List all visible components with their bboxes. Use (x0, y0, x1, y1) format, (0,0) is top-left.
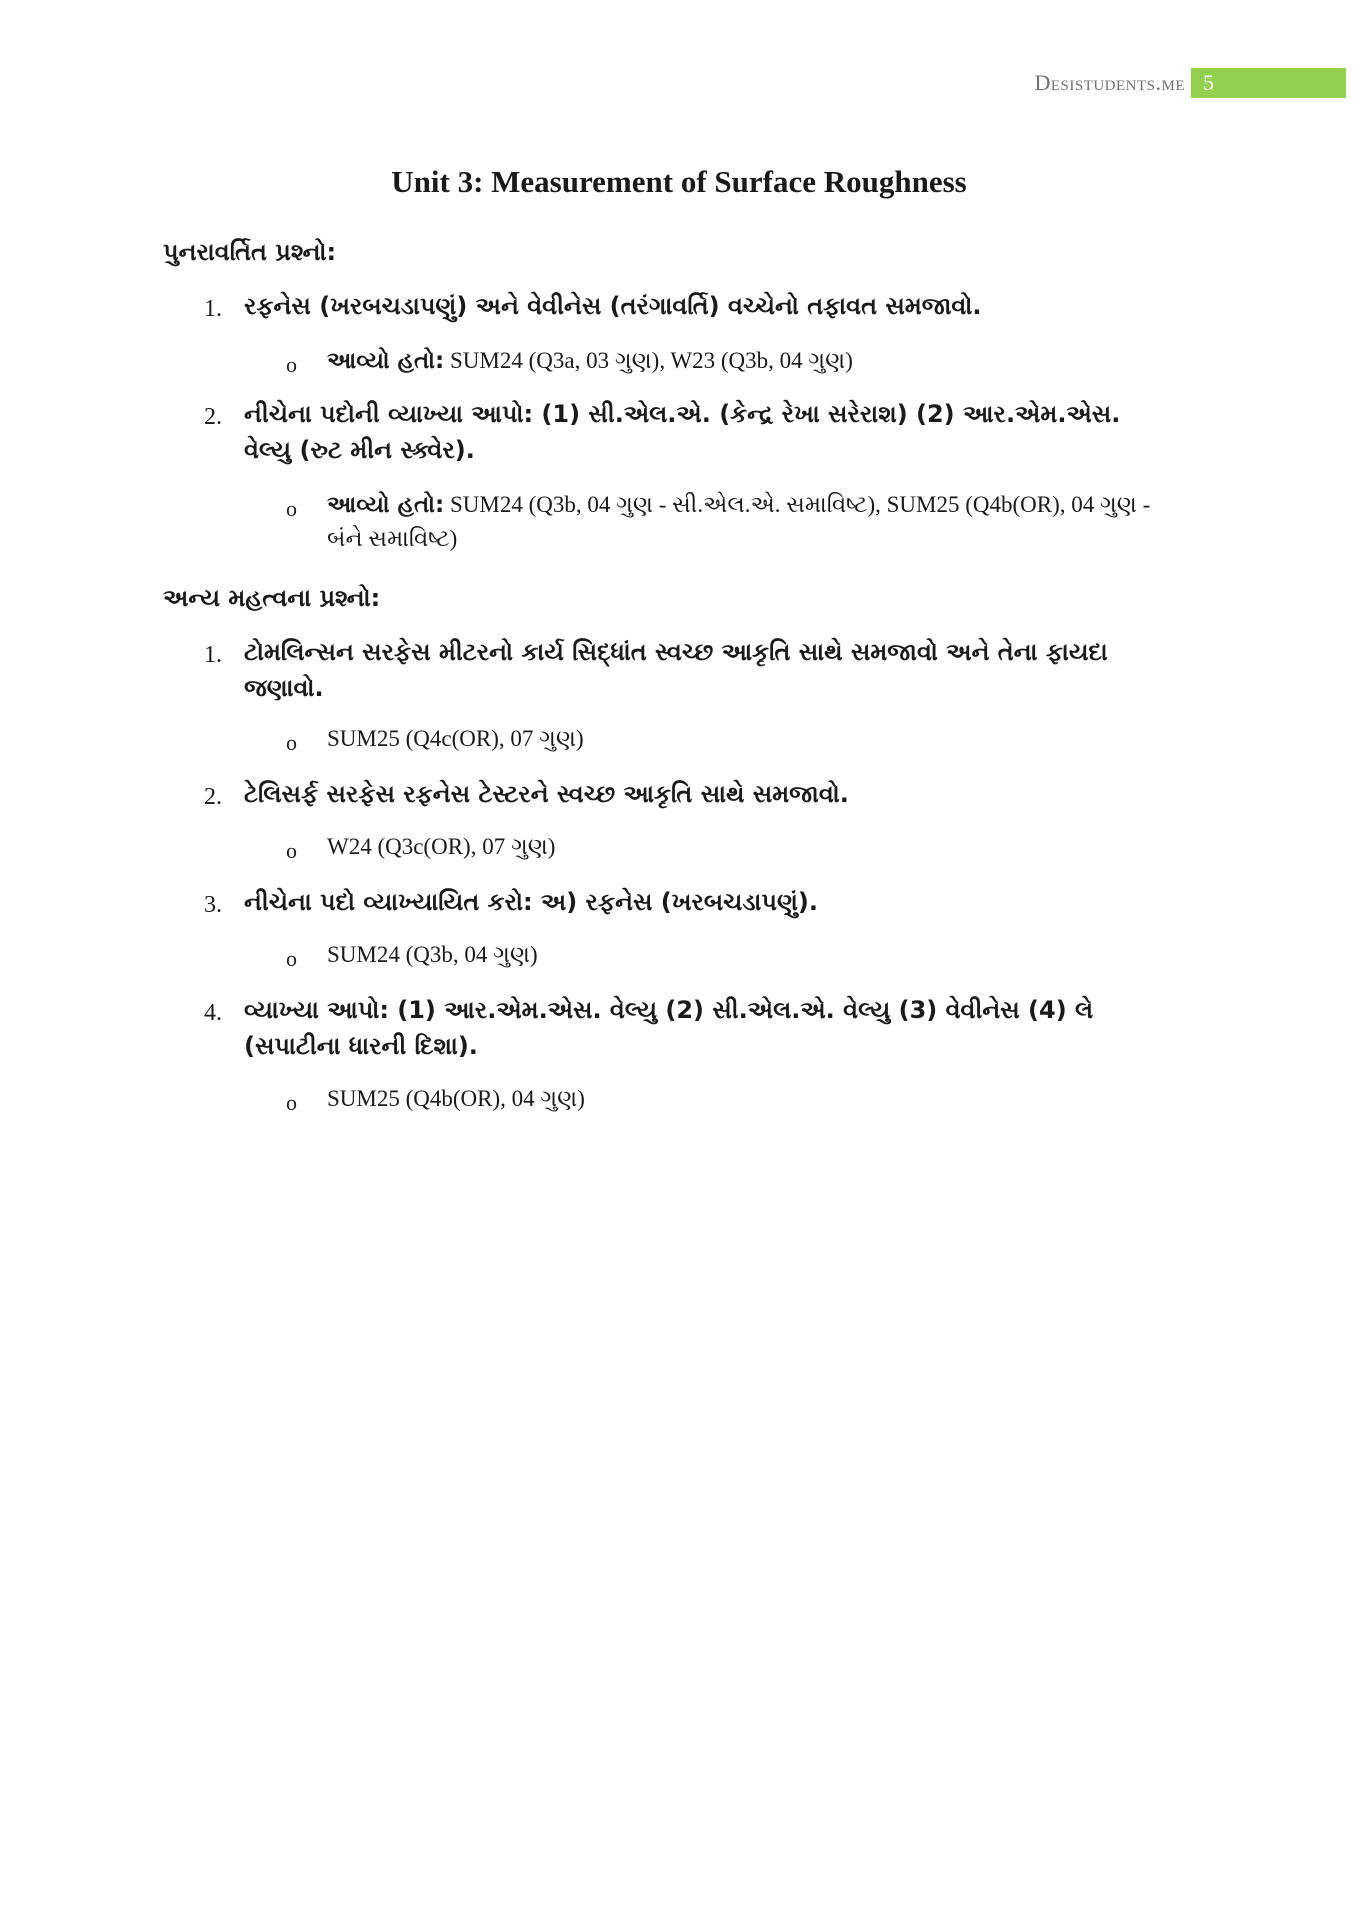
site-name: Desistudents.me (1034, 70, 1185, 95)
page-title: Unit 3: Measurement of Surface Roughness (391, 164, 967, 199)
appeared-in (327, 344, 1157, 378)
question-number: 1. (204, 642, 222, 668)
question-text: નીચેના પદોની વ્યાખ્યા આપો: (1) સી.એલ.એ. (કેન્દ્ર રેખા સરેરાશ) (2) આર.એમ.એસ. વેલ્યુ (રુટ મીન સ્ક્વેર). (244, 400, 1121, 464)
appeared-in: W24 (Q3c(OR), 07 ગુણ) (327, 834, 556, 859)
question-text: ટોમલિન્સન સરફેસ મીટરનો કાર્ય સિદ્ધાંત સ્વચ્છ આકૃતિ સાથે સમજાવો અને તેના ફાયદા જણાવો. (244, 638, 1108, 702)
bullet-icon: o (286, 838, 297, 863)
appeared-label: આવ્યો હતો: (327, 492, 445, 518)
section-heading-important: અન્ય મહત્વના પ્રશ્નો: (163, 584, 381, 612)
bullet-icon: o (286, 730, 297, 755)
appeared-value: SUM24 (Q3b, 04 ગુણ - સી.એલ.એ. સમાવિષ્ટ), SUM25 (Q4b(OR), 04 ગુણ - બંને સમાવિષ્ટ) (327, 492, 1151, 551)
appeared-in: SUM25 (Q4c(OR), 07 ગુણ) (327, 726, 584, 751)
question-number: 3. (204, 892, 222, 918)
question-text: ટેલિસર્ફ સરફેસ રફનેસ ટેસ્ટરને સ્વચ્છ આકૃતિ સાથે સમજાવો. (244, 780, 849, 808)
question-number: 2. (204, 784, 222, 810)
bullet-icon: o (286, 496, 297, 521)
question-text: રફનેસ (ખરબચડાપણું) અને વેવીનેસ (તરંગાવર્તિ) વચ્ચેનો તફાવત સમજાવો. (244, 292, 982, 320)
section-heading-repeated: પુનરાવર્તિત પ્રશ્નો: (163, 238, 337, 266)
question-text: વ્યાખ્યા આપો: (1) આર.એમ.એસ. વેલ્યુ (2) સી.એલ.એ. વેલ્યુ (3) વેવીનેસ (4) લે (સપાટીના ધારની દિશા). (244, 996, 1094, 1060)
appeared-in: SUM25 (Q4b(OR), 04 ગુણ) (327, 1086, 585, 1111)
question-text: નીચેના પદો વ્યાખ્યાયિત કરો: અ) રફનેસ (ખરબચડાપણું). (244, 888, 819, 916)
bullet-icon: o (286, 1090, 297, 1115)
appeared-label: આવ્યો હતો: (327, 348, 445, 374)
question-number: 4. (204, 1000, 222, 1026)
appeared-value: SUM24 (Q3a, 03 ગુણ), W23 (Q3b, 04 ગુણ) (449, 348, 853, 373)
bullet-icon: o (286, 946, 297, 971)
page-number-badge (1191, 68, 1346, 98)
question-number: 2. (204, 404, 222, 430)
appeared-in: SUM24 (Q3b, 04 ગુણ) (327, 942, 538, 967)
question-number: 1. (204, 296, 222, 322)
appeared-in (327, 488, 1157, 556)
page-number: 5 (1203, 70, 1214, 95)
bullet-icon: o (286, 352, 297, 377)
page-header (0, 68, 1358, 100)
